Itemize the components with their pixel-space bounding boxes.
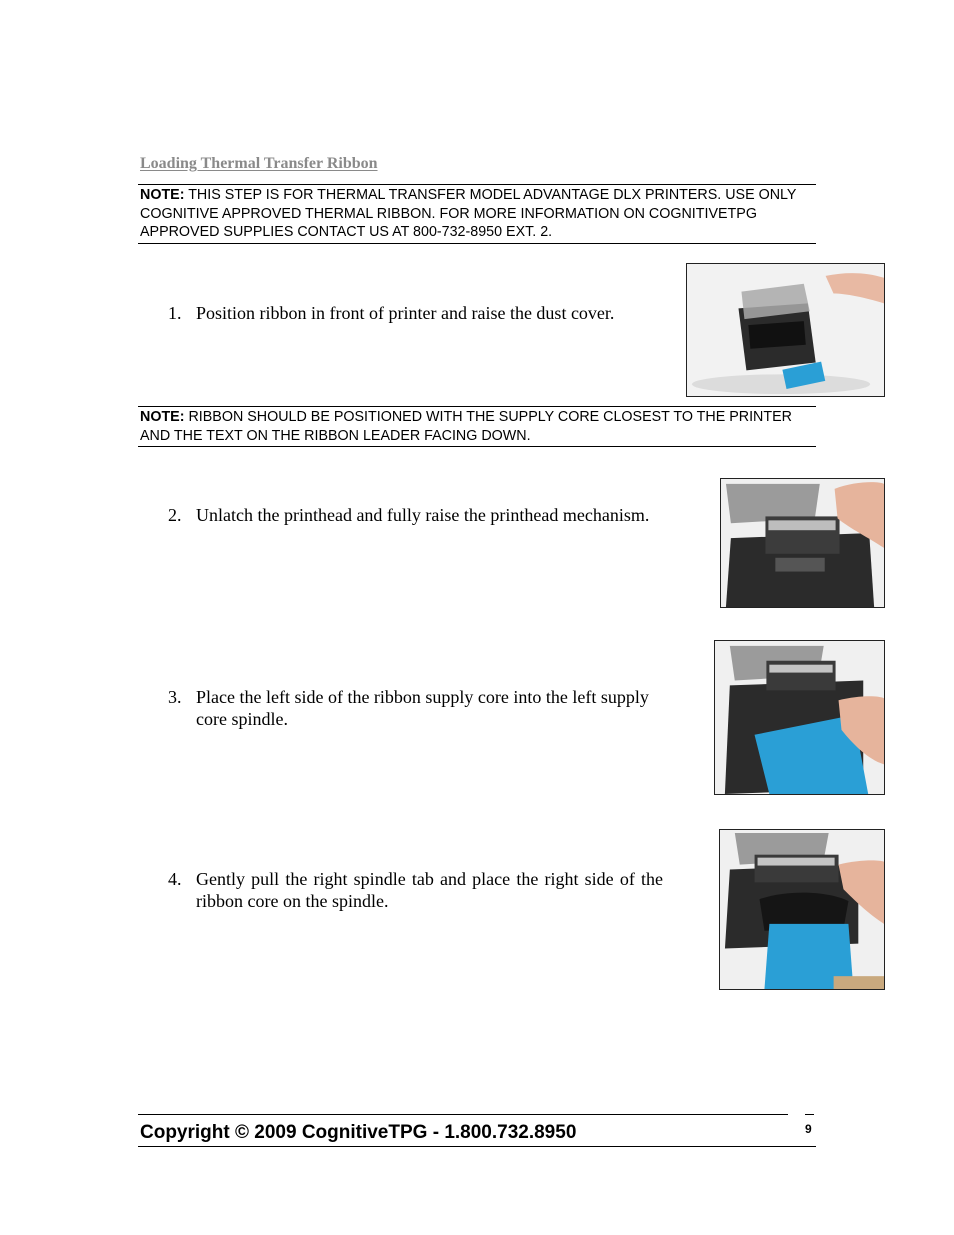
photo-printer-dust-cover [686, 263, 885, 397]
step-text: Unlatch the printhead and fully raise the printhead mechanism. [196, 505, 650, 525]
note-text: THIS STEP IS FOR THERMAL TRANSFER MODEL ADVANTAGE DLX PRINTERS. USE ONLY COGNITIVE APPROVED THERMAL RIBBON. FOR MORE INFORMATION ON COGNITIVETPG APPROVED SUPPLIES CONTACT US AT 800-732-8950 EXT. 2. [140, 187, 797, 240]
step-3 [168, 686, 664, 736]
note-thermal-ribbon [138, 184, 816, 244]
page-number-divider [805, 1114, 814, 1115]
page-number: 9 [805, 1122, 812, 1136]
note-ribbon-position [138, 406, 816, 447]
step-number: 3. [168, 687, 182, 707]
step-text: Position ribbon in front of printer and raise the dust cover. [196, 303, 615, 323]
note-text: RIBBON SHOULD BE POSITIONED WITH THE SUPPLY CORE CLOSEST TO THE PRINTER AND THE TEXT ON THE RIBBON LEADER FACING DOWN. [140, 409, 792, 444]
step-2 [168, 504, 664, 554]
step-number: 4. [168, 869, 182, 889]
step-number: 2. [168, 505, 182, 525]
footer-copyright: Copyright © 2009 CognitiveTPG - 1.800.732.8950 [140, 1122, 577, 1143]
note-label: NOTE: [140, 187, 185, 203]
step-text: Place the left side of the ribbon supply core into the left supply core spindle. [196, 687, 649, 729]
photo-printhead-raised [720, 478, 885, 608]
step-4 [168, 868, 664, 918]
step-text: Gently pull the right spindle tab and place the right side of the ribbon core on the spindle. [196, 869, 663, 911]
footer-bottom-divider [138, 1146, 816, 1147]
photo-supply-core-right [719, 829, 885, 990]
step-1 [168, 302, 638, 352]
photo-supply-core-left [714, 640, 885, 795]
footer-divider [138, 1114, 788, 1115]
section-title: Loading Thermal Transfer Ribbon [140, 155, 378, 172]
step-number: 1. [168, 303, 182, 323]
note-label: NOTE: [140, 409, 185, 425]
